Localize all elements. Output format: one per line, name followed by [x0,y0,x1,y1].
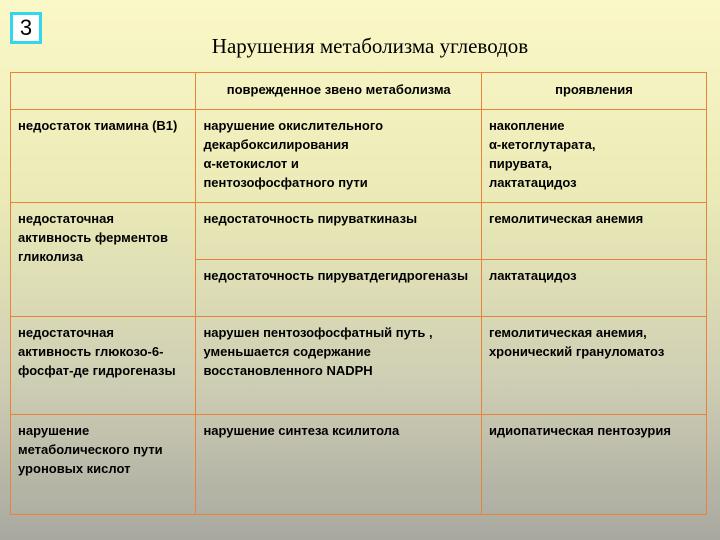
manifest-cell: идиопатическая пентозурия [481,415,706,515]
manifest-line: пирувата, [488,156,553,171]
manifest-line: накопление [488,118,565,133]
table-header-row [11,73,707,110]
header-cell-manifest: проявления [481,73,706,110]
cause-cell: недостаточная активность ферментов гликолиза [11,203,196,317]
link-cell: нарушен пентозофосфатный путь , уменьшается содержание восстановленного NADPH [196,317,481,415]
metabolism-table [10,72,707,515]
manifest-cell [481,110,706,203]
table-row [11,317,707,415]
manifest-line: α-кетоглутарата, [488,137,596,152]
link-cell [196,110,481,203]
table-row [11,203,707,260]
link-line: α-кетокислот и [203,156,299,171]
table-row [11,110,707,203]
cause-cell: недостаточная активность глюкозо-6-фосфат-де гидрогеназы [11,317,196,415]
page-title: Нарушения метаболизма углеводов [211,34,529,58]
manifest-cell: гемолитическая анемия [481,203,706,260]
link-cell: недостаточность пируватдегидрогеназы [196,260,481,317]
slide-number-badge: 3 [10,12,42,44]
link-line: нарушение окислительного [203,118,384,133]
link-cell: недостаточность пируваткиназы [196,203,481,260]
cause-cell: недостаток тиамина (В1) [11,110,196,203]
link-cell: нарушение синтеза ксилитола [196,415,481,515]
link-line: декарбоксилирования [203,137,349,152]
manifest-line: лактатацидоз [488,175,577,190]
manifest-cell: лактатацидоз [481,260,706,317]
header-cell-link: поврежденное звено метаболизма [196,73,481,110]
manifest-cell: гемолитическая анемия, хронический грануломатоз [481,317,706,415]
table-row [11,415,707,515]
header-cell-empty [11,73,196,110]
link-line: пентозофосфатного пути [203,175,368,190]
cause-cell: нарушение метаболического пути уроновых кислот [11,415,196,515]
